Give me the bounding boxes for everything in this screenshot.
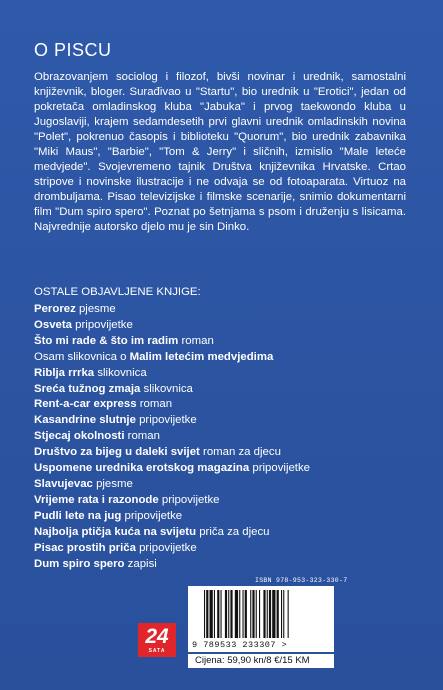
book-item [34,525,414,541]
book-item [34,366,414,382]
book-genre: pripovijetke [158,493,220,506]
book-title: Najbolja ptičja kuća na svijetu [34,525,197,538]
book-title: Društvo za bijeg u daleki svijet [34,446,200,459]
publisher-logo [138,623,176,657]
book-title: Pudli lete na jug [34,509,122,522]
book-title: Slavujevac [34,477,93,490]
book-genre: roman [178,334,214,347]
book-item [34,334,414,350]
book-title: Riblja rrrka [34,366,95,379]
book-genre: pripovijetke [72,318,133,331]
book-title: Perorez [34,303,76,315]
book-genre: pripovijetke [135,541,197,554]
barcode-number: 9 789533 233307 > [192,640,288,650]
book-genre: slikovnica [94,366,147,379]
book-item [34,397,414,413]
publisher-logo-number: 24 [145,625,169,648]
book-genre: pripovijetke [121,509,183,522]
barcode [188,586,334,652]
book-genre: roman za djecu [199,446,281,459]
book-item [34,429,414,445]
book-genre: roman [124,430,160,443]
book-item [34,477,414,493]
book-item [34,445,414,461]
book-title: Sreća tužnog zmaja [34,382,141,395]
book-item [34,382,414,398]
books-list-title: OSTALE OBJAVLJENE KNJIGE: [34,286,201,298]
book-item [34,461,414,477]
book-item [34,509,414,525]
isbn-text: ISBN 978-953-323-330-7 [255,577,348,584]
book-title: Rent-a-car express [34,398,137,411]
books-list [34,302,414,572]
book-item [34,413,414,429]
book-title: Uspomene urednika erotskog magazina [34,462,250,475]
book-genre: pjesme [92,477,133,490]
book-item [34,557,414,573]
book-title: Dum spiro spero [34,557,125,570]
book-item [34,350,414,366]
barcode-bars [204,590,320,640]
book-prefix: Osam slikovnica o [34,350,130,363]
book-title: Što mi rade & što im radim [34,334,179,347]
book-item [34,541,414,557]
book-genre: pripovijetke [249,462,310,475]
book-item [34,302,414,318]
book-title: Pisac prostih priča [34,541,136,554]
book-title: Vrijeme rata i razonode [34,493,159,506]
book-genre: roman [136,398,173,411]
book-item [34,493,414,509]
book-genre: zapisi [124,557,157,570]
book-genre: pjesme [75,303,116,315]
book-title: Kasandrine slutnje [34,414,136,427]
book-genre: priča za djecu [196,525,270,538]
book-genre: slikovnica [140,382,193,395]
price-label [188,654,334,668]
book-title: Stjecaj okolnosti [34,430,125,443]
book-genre: pripovijetke [135,414,197,427]
book-title: Osveta [34,318,72,331]
book-item [34,318,414,334]
section-heading: O PISCU [34,40,112,60]
book-title: Malim letećim medvjedima [129,350,274,363]
author-bio: Obrazovanjem sociolog i filozof, bivši novinar i urednik, samostalni književnik, bloger. Surađivao u "Startu", bio urednik u "Erotici", jedan od pokretača omladinskog kluba "Jabuka" i prvog taekwondo kluba u Jugoslaviji, krajem sedamdesetih prvi glavni urednik omladinskih novina "Polet", pokrenuo časopis i biblioteku "Quorum", bio urednik zabavnika "Miki Maus", "Barbie", "Tom & Jerry" i sličnih, izmislio "Male leteće medvjede". Svojevremeno tajnik Društva književnika Hrvatske. Crtao stripove i novinske ilustracije i ne odvaja se od fotoaparata. Virtuoz na drombuljama. Pisao televizijske i filmske scenarije, snimio dokumentarni film "Dum spiro spero". Poznat po šetnjama s psom i druženju s lisicama. Najvrednije autorsko djelo mu je sin Dinko. [34,71,406,233]
publisher-logo-label: SATA [148,648,166,654]
price-text: Cijena: 59,90 kn/8 €/15 KM [195,655,310,666]
